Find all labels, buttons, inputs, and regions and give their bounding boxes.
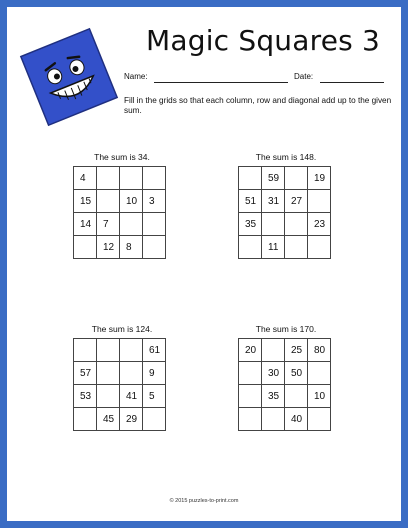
grid-cell[interactable]: 19 [308, 167, 331, 190]
grid-cell[interactable]: 80 [308, 339, 331, 362]
grid-cell[interactable]: 30 [262, 362, 285, 385]
grid-cell[interactable]: 53 [74, 385, 97, 408]
grid-cell[interactable] [239, 408, 262, 431]
grid-cell[interactable]: 57 [74, 362, 97, 385]
grid-cell[interactable]: 40 [285, 408, 308, 431]
grid-cell[interactable] [97, 167, 120, 190]
grid-cell[interactable] [143, 236, 166, 259]
grid-cell[interactable]: 29 [120, 408, 143, 431]
grid-cell[interactable] [308, 236, 331, 259]
magic-square-grid-2 [238, 166, 331, 259]
grid-cell[interactable]: 9 [143, 362, 166, 385]
sum-label-4: The sum is 170. [255, 324, 317, 334]
grid-cell[interactable]: 61 [143, 339, 166, 362]
grid-cell[interactable] [285, 167, 308, 190]
date-field[interactable] [320, 82, 384, 83]
grid-cell[interactable]: 15 [74, 190, 97, 213]
grid-cell[interactable] [74, 339, 97, 362]
magic-square-grid-3 [73, 338, 166, 431]
grid-cell[interactable] [97, 190, 120, 213]
date-label: Date: [294, 72, 314, 81]
grid-row [74, 408, 166, 431]
name-field[interactable] [154, 82, 288, 83]
grid-cell[interactable] [74, 236, 97, 259]
copyright-footer: © 2015 puzzles-to-print.com [169, 498, 239, 504]
grid-cell[interactable] [285, 385, 308, 408]
sum-label-3: The sum is 124. [91, 324, 153, 334]
grid-row [74, 385, 166, 408]
grid-row [239, 385, 331, 408]
grid-row [74, 167, 166, 190]
grid-cell[interactable]: 59 [262, 167, 285, 190]
magic-square-grid-4 [238, 338, 331, 431]
grid-cell[interactable] [120, 167, 143, 190]
grid-cell[interactable] [285, 236, 308, 259]
grid-cell[interactable]: 31 [262, 190, 285, 213]
grid-row [74, 362, 166, 385]
grid-cell[interactable]: 35 [262, 385, 285, 408]
grid-cell[interactable]: 3 [143, 190, 166, 213]
magic-square-grid-1 [73, 166, 166, 259]
grid-cell[interactable] [285, 213, 308, 236]
sum-label-2: The sum is 148. [255, 152, 317, 162]
grid-cell[interactable]: 50 [285, 362, 308, 385]
grid-cell[interactable]: 35 [239, 213, 262, 236]
grid-cell[interactable] [143, 213, 166, 236]
grid-cell[interactable] [239, 167, 262, 190]
grid-cell[interactable]: 51 [239, 190, 262, 213]
grid-cell[interactable]: 11 [262, 236, 285, 259]
grid-row [239, 339, 331, 362]
page-title: Magic Squares 3 [146, 24, 381, 57]
grid-cell[interactable] [239, 236, 262, 259]
grid-cell[interactable] [262, 213, 285, 236]
grid-cell[interactable] [262, 339, 285, 362]
grid-cell[interactable]: 27 [285, 190, 308, 213]
grid-cell[interactable]: 8 [120, 236, 143, 259]
grid-cell[interactable]: 23 [308, 213, 331, 236]
grid-cell[interactable] [308, 408, 331, 431]
grid-cell[interactable] [120, 339, 143, 362]
grid-row [239, 167, 331, 190]
grid-cell[interactable]: 10 [120, 190, 143, 213]
grid-row [74, 190, 166, 213]
grid-row [239, 236, 331, 259]
grid-row [239, 213, 331, 236]
grid-cell[interactable] [120, 213, 143, 236]
grid-row [239, 190, 331, 213]
grid-cell[interactable] [308, 362, 331, 385]
grinning-blue-square-mascot-icon [13, 21, 125, 133]
grid-cell[interactable] [120, 362, 143, 385]
grid-row [239, 408, 331, 431]
instructions: Fill in the grids so that each column, row and diagonal add up to the given sum. [124, 96, 392, 115]
grid-cell[interactable]: 7 [97, 213, 120, 236]
grid-cell[interactable] [239, 362, 262, 385]
grid-cell[interactable] [97, 339, 120, 362]
grid-cell[interactable] [143, 408, 166, 431]
grid-cell[interactable]: 4 [74, 167, 97, 190]
grid-cell[interactable] [262, 408, 285, 431]
grid-row [74, 213, 166, 236]
grid-cell[interactable]: 20 [239, 339, 262, 362]
grid-cell[interactable] [74, 408, 97, 431]
grid-cell[interactable]: 45 [97, 408, 120, 431]
grid-cell[interactable]: 14 [74, 213, 97, 236]
grid-cell[interactable]: 10 [308, 385, 331, 408]
grid-row [74, 236, 166, 259]
grid-cell[interactable] [239, 385, 262, 408]
grid-cell[interactable] [143, 167, 166, 190]
grid-cell[interactable] [97, 385, 120, 408]
sum-label-1: The sum is 34. [94, 152, 150, 162]
grid-cell[interactable]: 5 [143, 385, 166, 408]
grid-cell[interactable] [308, 190, 331, 213]
grid-row [74, 339, 166, 362]
grid-cell[interactable]: 25 [285, 339, 308, 362]
grid-cell[interactable]: 41 [120, 385, 143, 408]
name-label: Name: [124, 72, 148, 81]
grid-row [239, 362, 331, 385]
grid-cell[interactable]: 12 [97, 236, 120, 259]
grid-cell[interactable] [97, 362, 120, 385]
